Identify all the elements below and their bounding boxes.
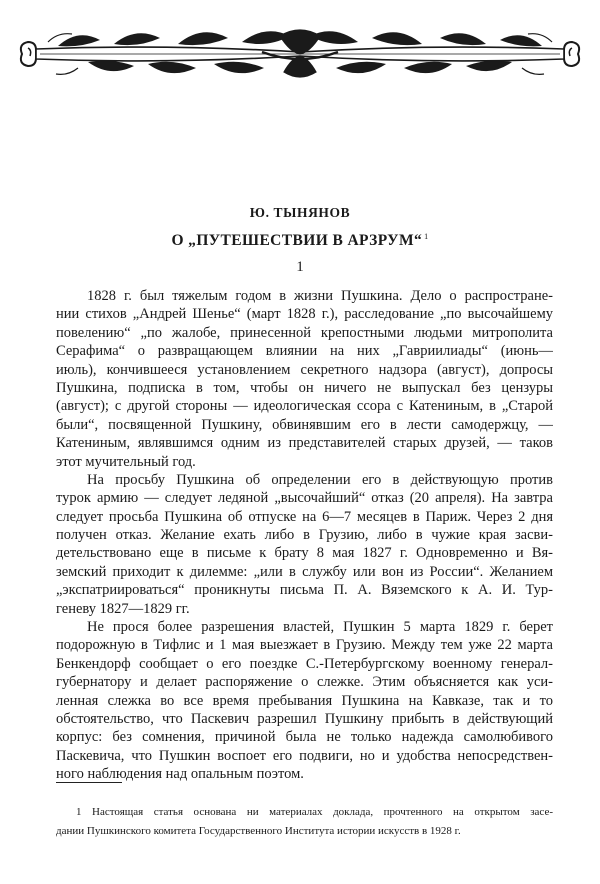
body-line: На просьбу Пушкина об определении его в действующую против — [87, 471, 553, 488]
body-line: ленная слежка во все время пребывания Пушкина на Кавказе, так и то — [56, 692, 553, 709]
body-line: турок армию — следует ледяной „высочайший“ отказ (20 апреля). На завтра — [56, 490, 553, 507]
body-line: июль), кончившееся установлением секретного надзора (август), допросы — [56, 361, 553, 378]
laurel-scroll-icon — [18, 22, 582, 84]
footnote-divider — [56, 782, 122, 783]
footnote-line: 1 Настоящая статья основана ни материалах доклада, прочтенного на открытом засе- — [76, 806, 553, 818]
body-line: подорожную в Тифлис и 1 мая выезжает в Грузию. Между тем уже 22 марта — [56, 637, 553, 654]
body-line: (август); с другой стороны — идеологическая ссора с Катениным, в „Старой — [56, 398, 553, 415]
body-line: получен отказ. Желание ехать либо в Грузию, либо в чужие края засви- — [56, 527, 553, 543]
article-title-text: О „ПУТЕШЕСТВИИ В АРЗРУМ“ — [171, 232, 423, 250]
title-footnote-mark: 1 — [424, 232, 429, 241]
body-line: повелению“ „по жалобе, принесенной крепостными людьми митрополита — [56, 324, 553, 341]
article-title — [0, 232, 600, 250]
body-line: Паскевича, что Пушкин воспоет его подвиги, но и удобства непосредствен- — [56, 747, 553, 764]
body-line: корпус: без сомнения, причиной была не только надежда самолюбивого — [56, 729, 553, 746]
section-number: 1 — [296, 259, 304, 275]
body-line: следует просьба Пушкина об отпуске на 6—7 месяцев в Париж. Через 2 дня — [56, 508, 553, 525]
body-line: Катениным, являвшимся одним из представителей старых друзей, — таков — [56, 435, 553, 452]
body-line: Серафима“ о развращающем влиянии на них „Гавриилиады“ (июнь— — [56, 343, 553, 360]
body-line: губернатору и делает распоряжение о слежке. Этим объясняется как уси- — [56, 674, 553, 691]
body-line: детельствовано еще в письме к брату 8 мая 1827 г. Одновременно и Вя- — [56, 545, 553, 562]
body-line: Пушкина, подписка в том, чтобы он ничего не выпускал без цензуры — [56, 379, 553, 396]
body-line: обстоятельство, что Паскевич разрешил Пушкину прибыть в действующий — [56, 710, 553, 727]
body-line: Бенкендорф сообщает о его поездке С.-Петербургскому военному генерал- — [56, 655, 553, 672]
footnote-line: дании Пушкинского комитета Государственного Института истории искусств в 1928 г. — [56, 825, 461, 837]
body-line: Не прося более разрешения властей, Пушкин 5 марта 1829 г. берет — [87, 618, 553, 635]
body-line: ного наблюдения над опальным поэтом. — [56, 766, 304, 782]
body-line: были“, посвященной Пушкину, обвинявшим его в лести самодержцу, — — [56, 416, 553, 433]
body-line: „экспатриироваться“ проникнуты письма П. А. Вяземского к А. И. Тур- — [56, 582, 553, 599]
body-line: земский приходит к дилемме: „или в службу или вон из России“. Желанием — [56, 563, 553, 580]
body-line: геневу 1827—1829 гг. — [56, 600, 190, 617]
author-name: Ю. ТЫНЯНОВ — [249, 205, 351, 220]
body-line: этот мучительный год. — [56, 453, 196, 470]
body-line: нии стихов „Андрей Шенье“ (март 1828 г.), расследование „по высочайшему — [56, 306, 553, 323]
body-line: 1828 г. был тяжелым годом в жизни Пушкина. Дело о распростране- — [87, 288, 553, 304]
